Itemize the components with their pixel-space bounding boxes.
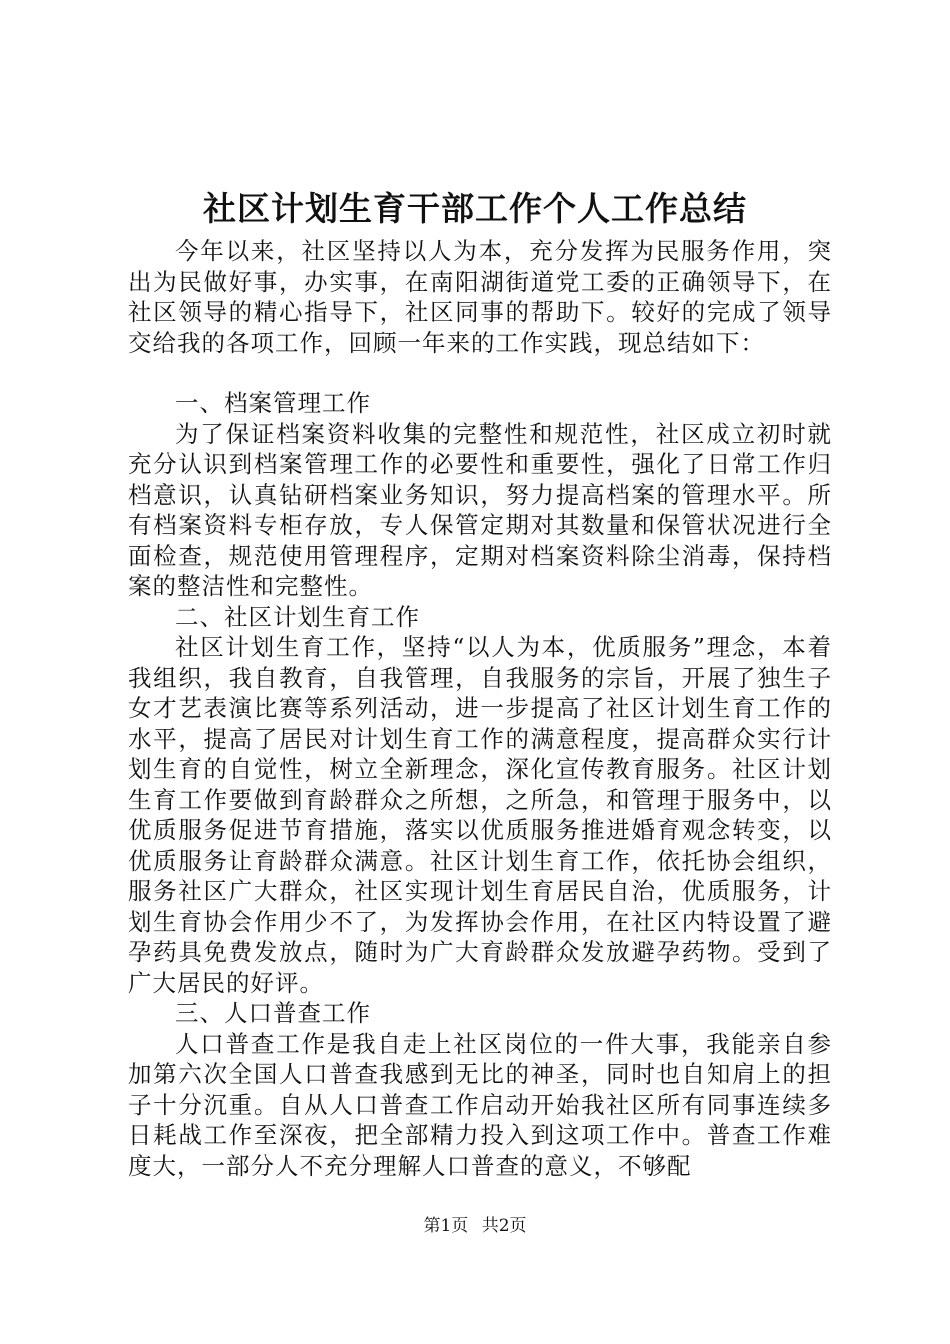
page-footer — [0, 1215, 950, 1237]
page-total: 共2页 — [481, 1216, 527, 1236]
section-heading-archives: 一、档案管理工作 — [175, 389, 371, 417]
document-title: 社区计划生育干部工作个人工作总结 — [203, 189, 747, 228]
census-paragraph: 人口普查工作是我自走上社区岗位的一件大事，我能亲自参加第六次全国人口普查我感到无比的神圣，同时也自知肩上的担子十分沉重。自从人口普查工作启动开始我社区所有同事连续多日耗战工作至深夜，把全部精力投入到这项工作中。普查工作难度大，一部分人不充分理解人口普查的意义，不够配 — [128, 1029, 832, 1180]
page-number: 第1页 — [423, 1216, 469, 1236]
document-body — [128, 236, 832, 1181]
archives-paragraph: 为了保证档案资料收集的完整性和规范性，社区成立初时就充分认识到档案管理工作的必要性和重要性，强化了日常工作归档意识，认真钻研档案业务知识，努力提高档案的管理水平。所有档案资料专柜存放，专人保管定期对其数量和保管状况进行全面检查，规范使用管理程序，定期对档案资料除尘消毒，保持档案的整洁性和完整性。 — [128, 419, 832, 600]
paragraph-spacer — [128, 358, 832, 388]
section-heading-family-planning: 二、社区计划生育工作 — [175, 602, 420, 631]
intro-paragraph: 今年以来，社区坚持以人为本，充分发挥为民服务作用，突出为民做好事，办实事，在南阳湖街道党工委的正确领导下，在社区领导的精心指导下，社区同事的帮助下。较好的完成了领导交给我的各项工作，回顾一年来的工作实践，现总结如下： — [128, 237, 832, 357]
family-planning-paragraph: 社区计划生育工作，坚持“以人为本，优质服务”理念，本着我组织，我自教育，自我管理，自我服务的宗旨，开展了独生子女才艺表演比赛等系列活动，进一步提高了社区计划生育工作的水平，提高了居民对计划生育工作的满意程度，提高群众实行计划生育的自觉性，树立全新理念，深化宣传教育服务。社区计划生育工作要做到育龄群众之所想，之所急，和管理于服务中，以优质服务促进节育措施，落实以优质服务推进婚育观念转变，以优质服务让育龄群众满意。社区计划生育工作，依托协会组织，服务社区广大群众，社区实现计划生育居民自治，优质服务，计划生育协会作用少不了，为发挥协会作用，在社区内特设置了避孕药具免费发放点，随时为广大育龄群众发放避孕药物。受到了广大居民的好评。 — [128, 633, 832, 997]
section-heading-census: 三、人口普查工作 — [175, 999, 371, 1027]
